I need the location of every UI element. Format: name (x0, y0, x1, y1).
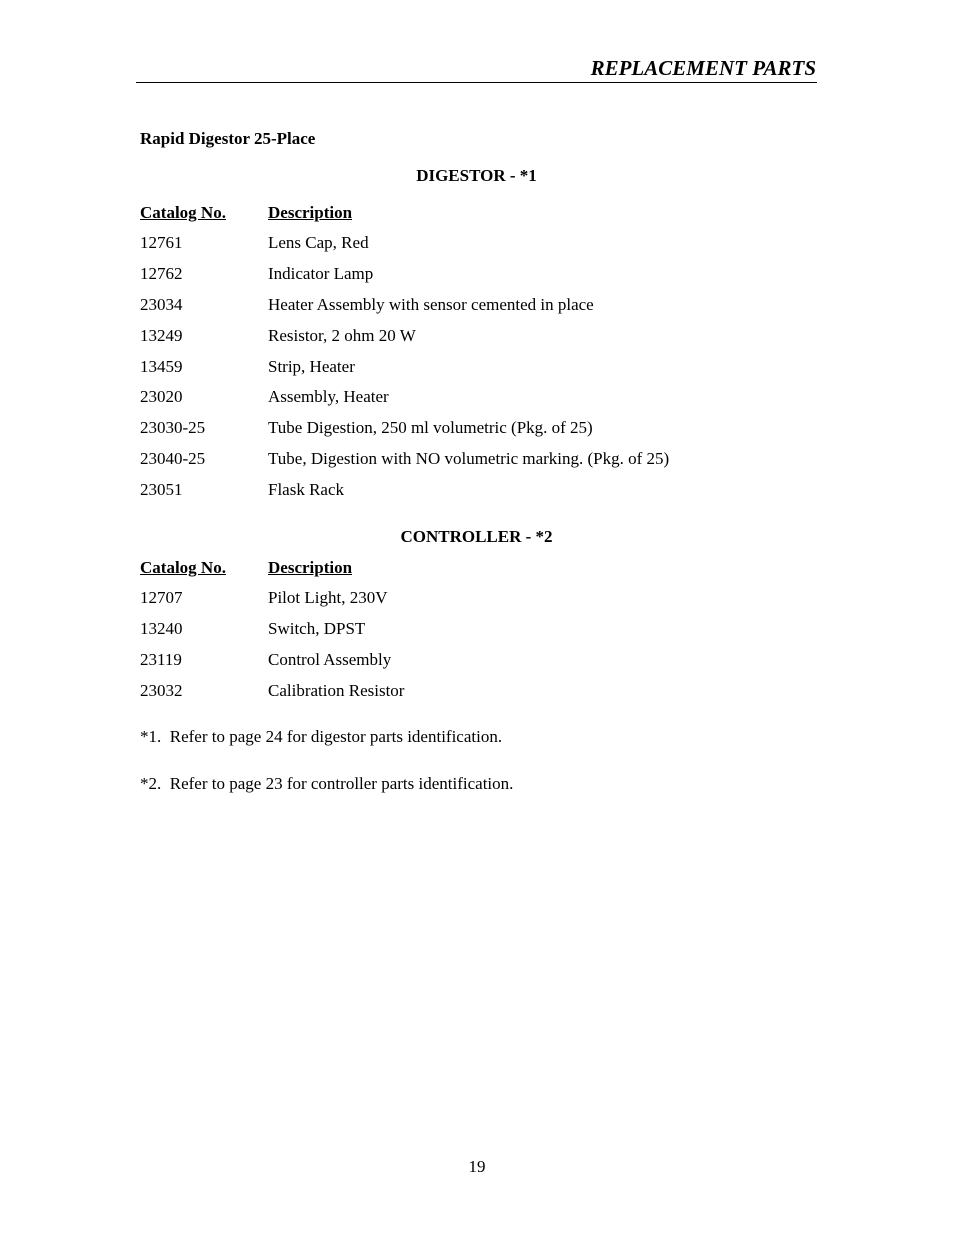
product-title: Rapid Digestor 25-Place (140, 129, 316, 148)
part-description: Assembly, Heater (268, 387, 389, 407)
part-description: Tube Digestion, 250 ml volumetric (Pkg. of 25) (268, 418, 593, 438)
catalog-number: 23030-25 (140, 418, 206, 438)
part-description: Tube, Digestion with NO volumetric marking. (Pkg. of 25) (268, 449, 670, 469)
part-description: Heater Assembly with sensor cemented in place (268, 294, 594, 314)
page-header-title: REPLACEMENT PARTS (590, 56, 816, 80)
controller-heading (136, 526, 817, 548)
catalog-number: 23032 (140, 680, 183, 700)
controller-heading-text: CONTROLLER - *2 (400, 527, 553, 546)
header-rule (136, 82, 817, 83)
catalog-number: 23119 (140, 649, 182, 669)
catalog-number: 23020 (140, 387, 183, 407)
page-number: 19 (468, 1157, 486, 1176)
digestor-catalog-header: Catalog No. (140, 203, 226, 222)
catalog-number: 13240 (140, 618, 183, 638)
part-description: Resistor, 2 ohm 20 W (268, 325, 416, 345)
footnote-controller: *2. Refer to page 23 for controller parts identification. (140, 774, 514, 793)
part-description: Pilot Light, 230V (268, 588, 388, 607)
part-description: Flask Rack (268, 480, 345, 500)
catalog-number: 12762 (140, 263, 183, 283)
part-description: Switch, DPST (268, 618, 366, 638)
controller-catalog-header: Catalog No. (140, 558, 226, 577)
catalog-number: 23040-25 (140, 449, 206, 469)
catalog-number: 23051 (140, 480, 183, 500)
catalog-number: 12707 (140, 588, 183, 607)
part-description: Lens Cap, Red (268, 233, 369, 252)
part-description: Control Assembly (268, 649, 392, 669)
catalog-number: 13249 (140, 325, 183, 345)
digestor-heading-text: DIGESTOR - *1 (416, 166, 537, 185)
part-description: Indicator Lamp (268, 263, 374, 283)
catalog-number: 12761 (140, 233, 183, 252)
footnote-digestor: *1. Refer to page 24 for digestor parts identification. (140, 727, 503, 746)
catalog-number: 23034 (140, 294, 183, 314)
part-description: Strip, Heater (268, 356, 355, 376)
catalog-number: 13459 (140, 356, 183, 376)
digestor-heading (136, 165, 817, 187)
part-description: Calibration Resistor (268, 680, 405, 700)
controller-description-header: Description (268, 558, 353, 577)
digestor-description-header: Description (268, 203, 353, 222)
